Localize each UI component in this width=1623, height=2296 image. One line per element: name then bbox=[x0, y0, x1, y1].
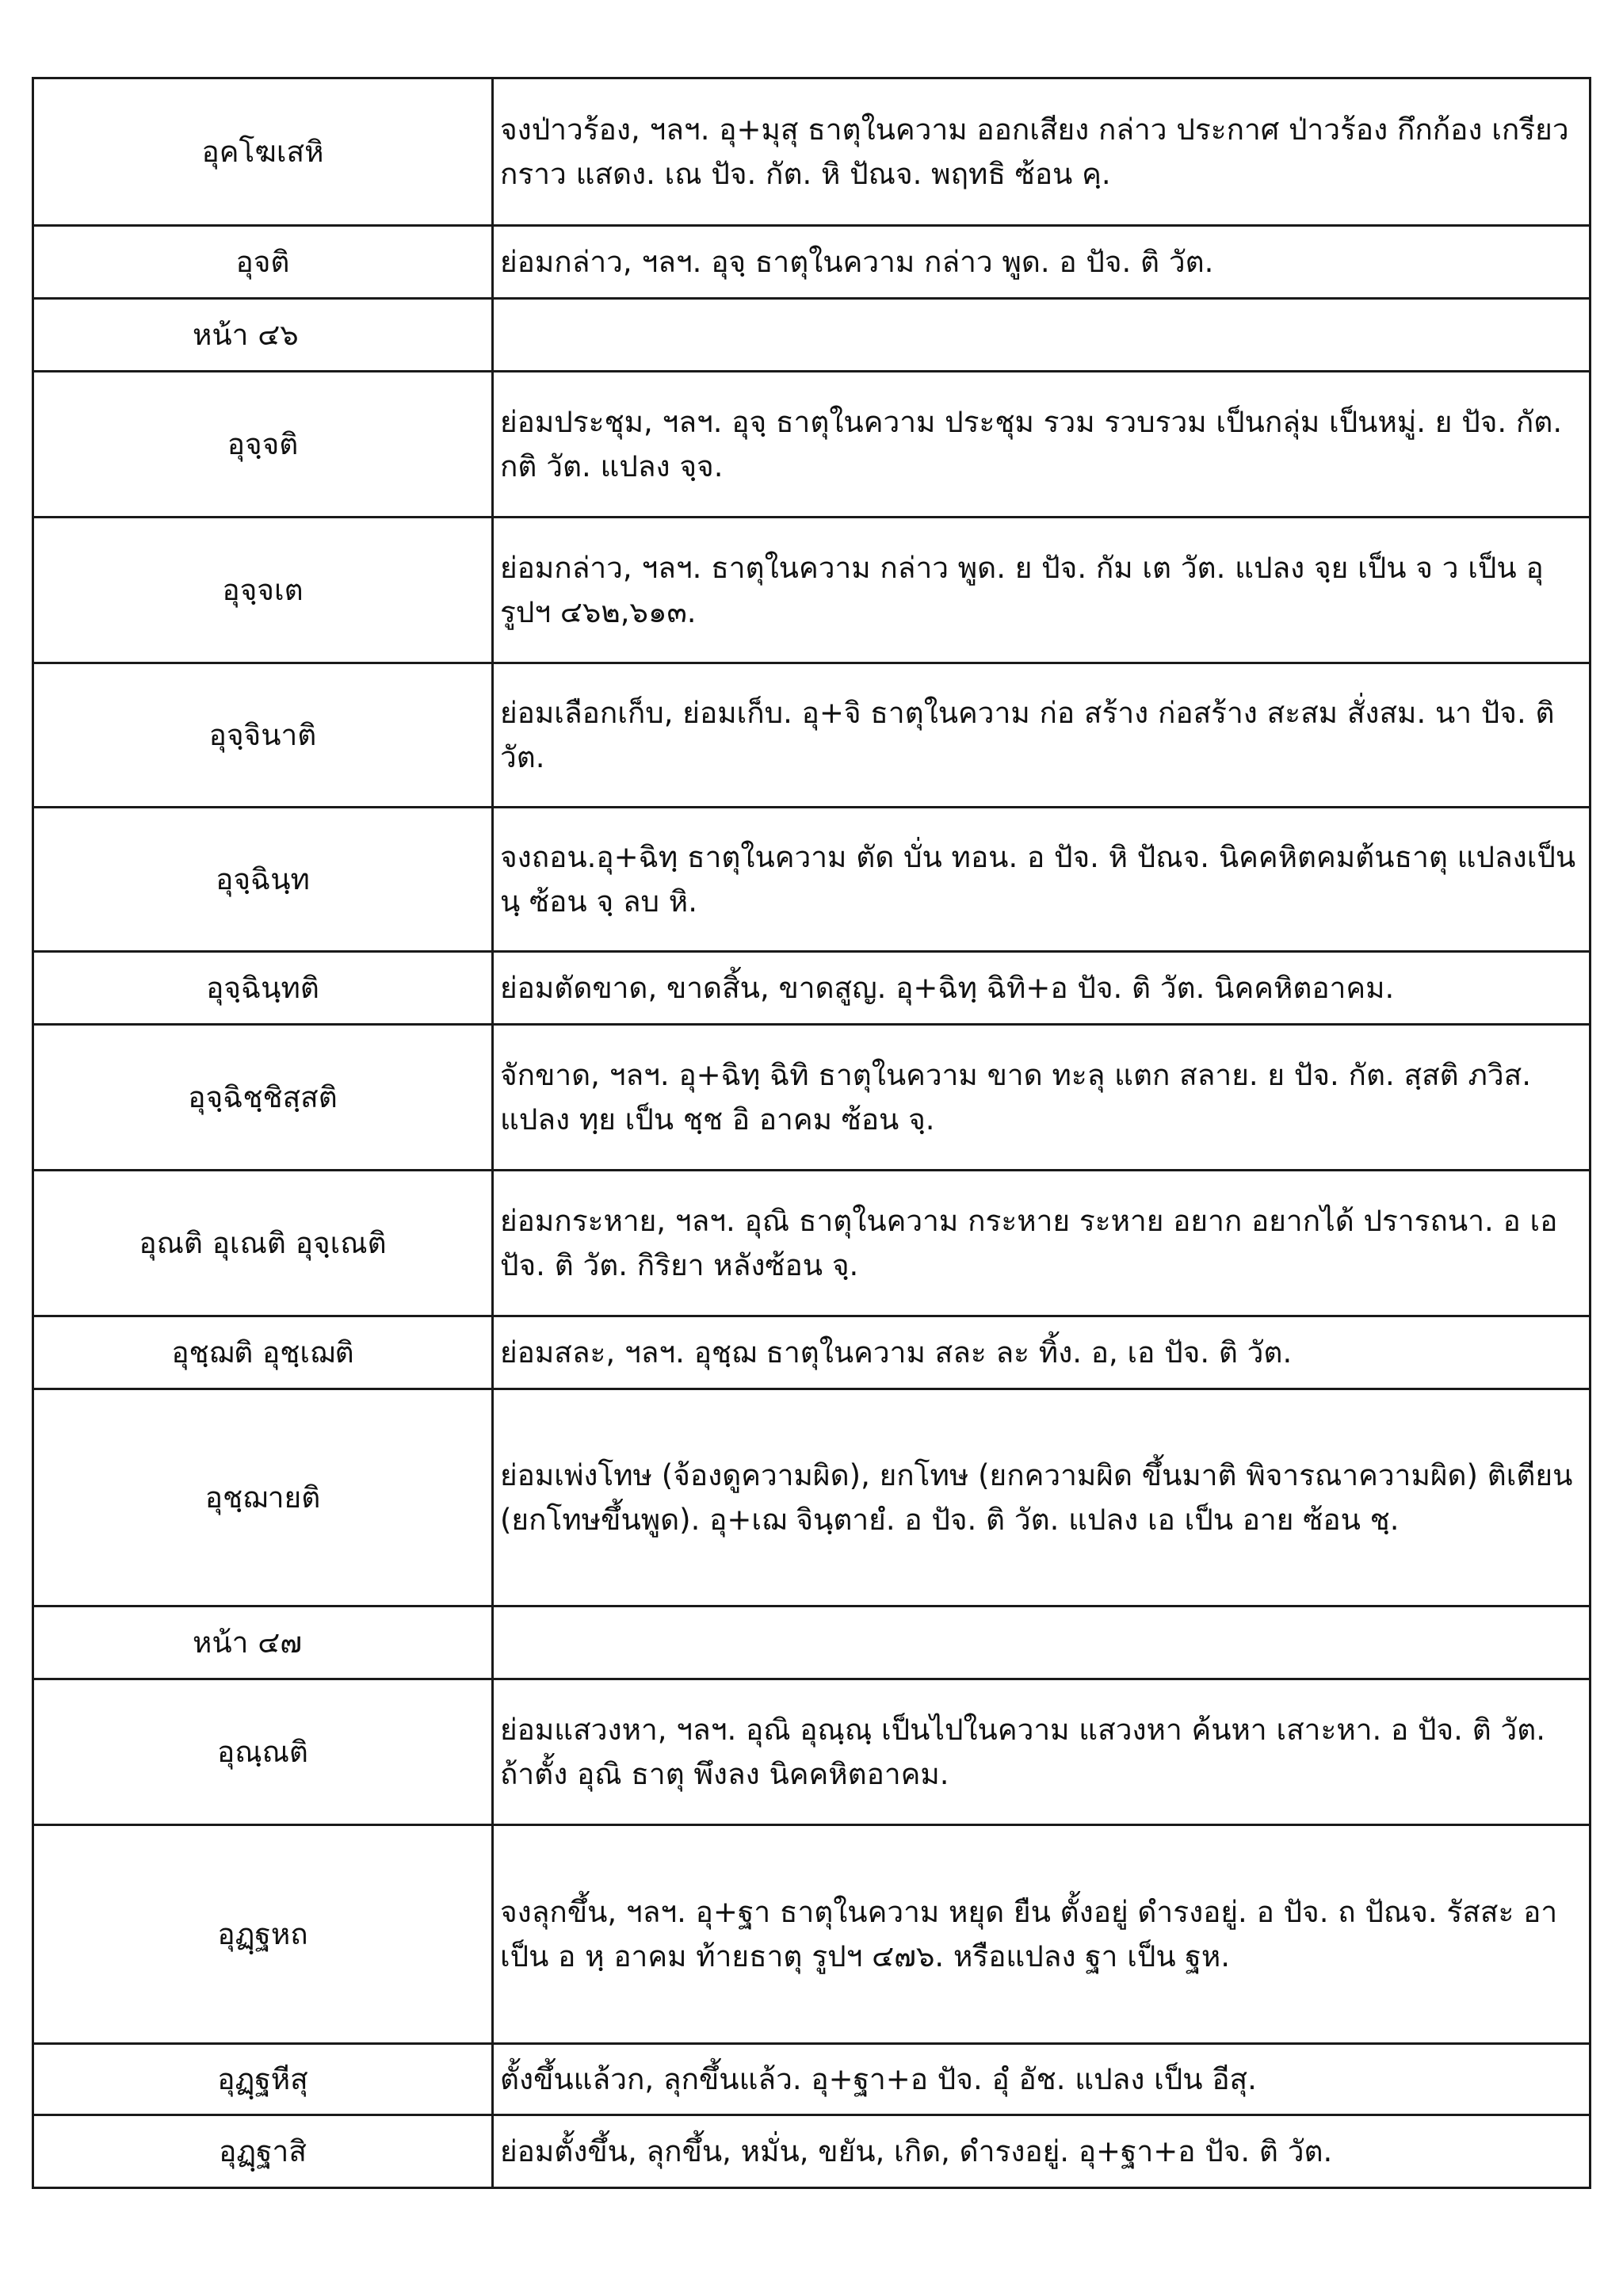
table-row bbox=[33, 952, 1591, 1025]
definition-cell: ย่อมตั้งขึ้น, ลุกขึ้น, หมั่น, ขยัน, เกิด, ดำรงอยู่. อุ+ฐา+อ ปัจ. ติ วัต. bbox=[493, 2115, 1591, 2188]
headword-cell: อุจฺฉินฺทติ bbox=[33, 952, 493, 1025]
definition-cell: ย่อมประชุม, ฯลฯ. อุจฺ ธาตุในความ ประชุม รวม รวบรวม เป็นกลุ่ม เป็นหมู่. ย ปัจ. กัต. กติ วัต. แปลง จฺจ. bbox=[493, 372, 1591, 518]
definition-cell: ย่อมเลือกเก็บ, ย่อมเก็บ. อุ+จิ ธาตุในความ ก่อ สร้าง ก่อสร้าง สะสม สั่งสม. นา ปัจ. ติ วัต. bbox=[493, 663, 1591, 808]
definition-cell: จงลุกขึ้น, ฯลฯ. อุ+ฐา ธาตุในความ หยุด ยืน ตั้งอยู่ ดำรงอยู่. อ ปัจ. ถ ปัณจ. รัสสะ อา เป็น อ หฺ อาคม ท้ายธาตุ รูปฯ ๔๗๖. หรือแปลง ฐา เป็น ฐห. bbox=[493, 1825, 1591, 2044]
definition-cell: ตั้งขึ้นแล้วก, ลุกขึ้นแล้ว. อุ+ฐา+อ ปัจ. อุํ อัช. แปลง เป็น อีสุ. bbox=[493, 2044, 1591, 2115]
headword-cell: อุฏฺฐหถ bbox=[33, 1825, 493, 2044]
table-row bbox=[33, 1316, 1591, 1389]
definition-cell bbox=[493, 299, 1591, 372]
headword-cell: อุจฺจินาติ bbox=[33, 663, 493, 808]
table-row bbox=[33, 2115, 1591, 2188]
table-row bbox=[33, 1171, 1591, 1316]
page-marker-row bbox=[33, 299, 1591, 372]
page-marker-row bbox=[33, 1606, 1591, 1679]
definition-cell: ย่อมกล่าว, ฯลฯ. อุจฺ ธาตุในความ กล่าว พูด. อ ปัจ. ติ วัต. bbox=[493, 226, 1591, 299]
page-number-label: หน้า ๔๗ bbox=[33, 1606, 493, 1679]
definition-cell: ย่อมเพ่งโทษ (จ้องดูความผิด), ยกโทษ (ยกความผิด ขึ้นมาติ พิจารณาความผิด) ติเตียน (ยกโทษขึ้นพูด). อุ+เฌ จินฺตายํ. อ ปัจ. ติ วัต. แปลง เอ เป็น อาย ซ้อน ชฺ. bbox=[493, 1389, 1591, 1606]
headword-cell: อุชฺฌติ อุชฺเฌติ bbox=[33, 1316, 493, 1389]
table-row bbox=[33, 1025, 1591, 1171]
headword-cell: อุณติ อุเณติ อุจฺเณติ bbox=[33, 1171, 493, 1316]
table-row bbox=[33, 226, 1591, 299]
headword-cell: อุจติ bbox=[33, 226, 493, 299]
headword-cell: อุฏฺฐาสิ bbox=[33, 2115, 493, 2188]
definition-cell: จักขาด, ฯลฯ. อุ+ฉิทฺ ฉิทิ ธาตุในความ ขาด ทะลุ แตก สลาย. ย ปัจ. กัต. สฺสติ ภวิส. แปลง ทฺย เป็น ชฺช อิ อาคม ซ้อน จฺ. bbox=[493, 1025, 1591, 1171]
table-row bbox=[33, 1389, 1591, 1606]
headword-cell: อุคโฆเสหิ bbox=[33, 78, 493, 226]
table-row bbox=[33, 518, 1591, 663]
definition-cell: ย่อมกล่าว, ฯลฯ. ธาตุในความ กล่าว พูด. ย ปัจ. กัม เต วัต. แปลง จฺย เป็น จ ว เป็น อุ รูปฯ ๔๖๒,๖๑๓. bbox=[493, 518, 1591, 663]
glossary-table bbox=[32, 77, 1591, 2189]
definition-cell: ย่อมแสวงหา, ฯลฯ. อุณิ อุณฺณฺ เป็นไปในความ แสวงหา ค้นหา เสาะหา. อ ปัจ. ติ วัต. ถ้าตั้ง อุณิ ธาตุ พึงลง นิคคหิตอาคม. bbox=[493, 1679, 1591, 1825]
headword-cell: อุฏฺฐหีสุ bbox=[33, 2044, 493, 2115]
headword-cell: อุจฺจติ bbox=[33, 372, 493, 518]
glossary-body bbox=[33, 78, 1591, 2188]
definition-cell: ย่อมสละ, ฯลฯ. อุชฺฌ ธาตุในความ สละ ละ ทิ้ง. อ, เอ ปัจ. ติ วัต. bbox=[493, 1316, 1591, 1389]
table-row bbox=[33, 1679, 1591, 1825]
definition-cell bbox=[493, 1606, 1591, 1679]
definition-cell: ย่อมกระหาย, ฯลฯ. อุณิ ธาตุในความ กระหาย ระหาย อยาก อยากได้ ปรารถนา. อ เอ ปัจ. ติ วัต. กิริยา หลังซ้อน จฺ. bbox=[493, 1171, 1591, 1316]
headword-cell: อุจฺฉิชฺชิสฺสติ bbox=[33, 1025, 493, 1171]
headword-cell: อุจฺฉินฺท bbox=[33, 808, 493, 952]
table-row bbox=[33, 372, 1591, 518]
definition-cell: จงป่าวร้อง, ฯลฯ. อุ+มุสุ ธาตุในความ ออกเสียง กล่าว ประกาศ ป่าวร้อง กึกก้อง เกรียวกราว แสดง. เณ ปัจ. กัต. หิ ปัณจ. พฤทธิ ซ้อน คฺ. bbox=[493, 78, 1591, 226]
page-number-label: หน้า ๔๖ bbox=[33, 299, 493, 372]
headword-cell: อุชฺฌายติ bbox=[33, 1389, 493, 1606]
definition-cell: จงถอน.อุ+ฉิทฺ ธาตุในความ ตัด บั่น ทอน. อ ปัจ. หิ ปัณจ. นิคคหิตคมต้นธาตุ แปลงเป็น นฺ ซ้อน จฺ ลบ หิ. bbox=[493, 808, 1591, 952]
headword-cell: อุจฺจเต bbox=[33, 518, 493, 663]
table-row bbox=[33, 2044, 1591, 2115]
table-row bbox=[33, 1825, 1591, 2044]
table-row bbox=[33, 808, 1591, 952]
table-row bbox=[33, 663, 1591, 808]
table-row bbox=[33, 78, 1591, 226]
headword-cell: อุณฺณติ bbox=[33, 1679, 493, 1825]
definition-cell: ย่อมตัดขาด, ขาดสิ้น, ขาดสูญ. อุ+ฉิทฺ ฉิทิ+อ ปัจ. ติ วัต. นิคคหิตอาคม. bbox=[493, 952, 1591, 1025]
